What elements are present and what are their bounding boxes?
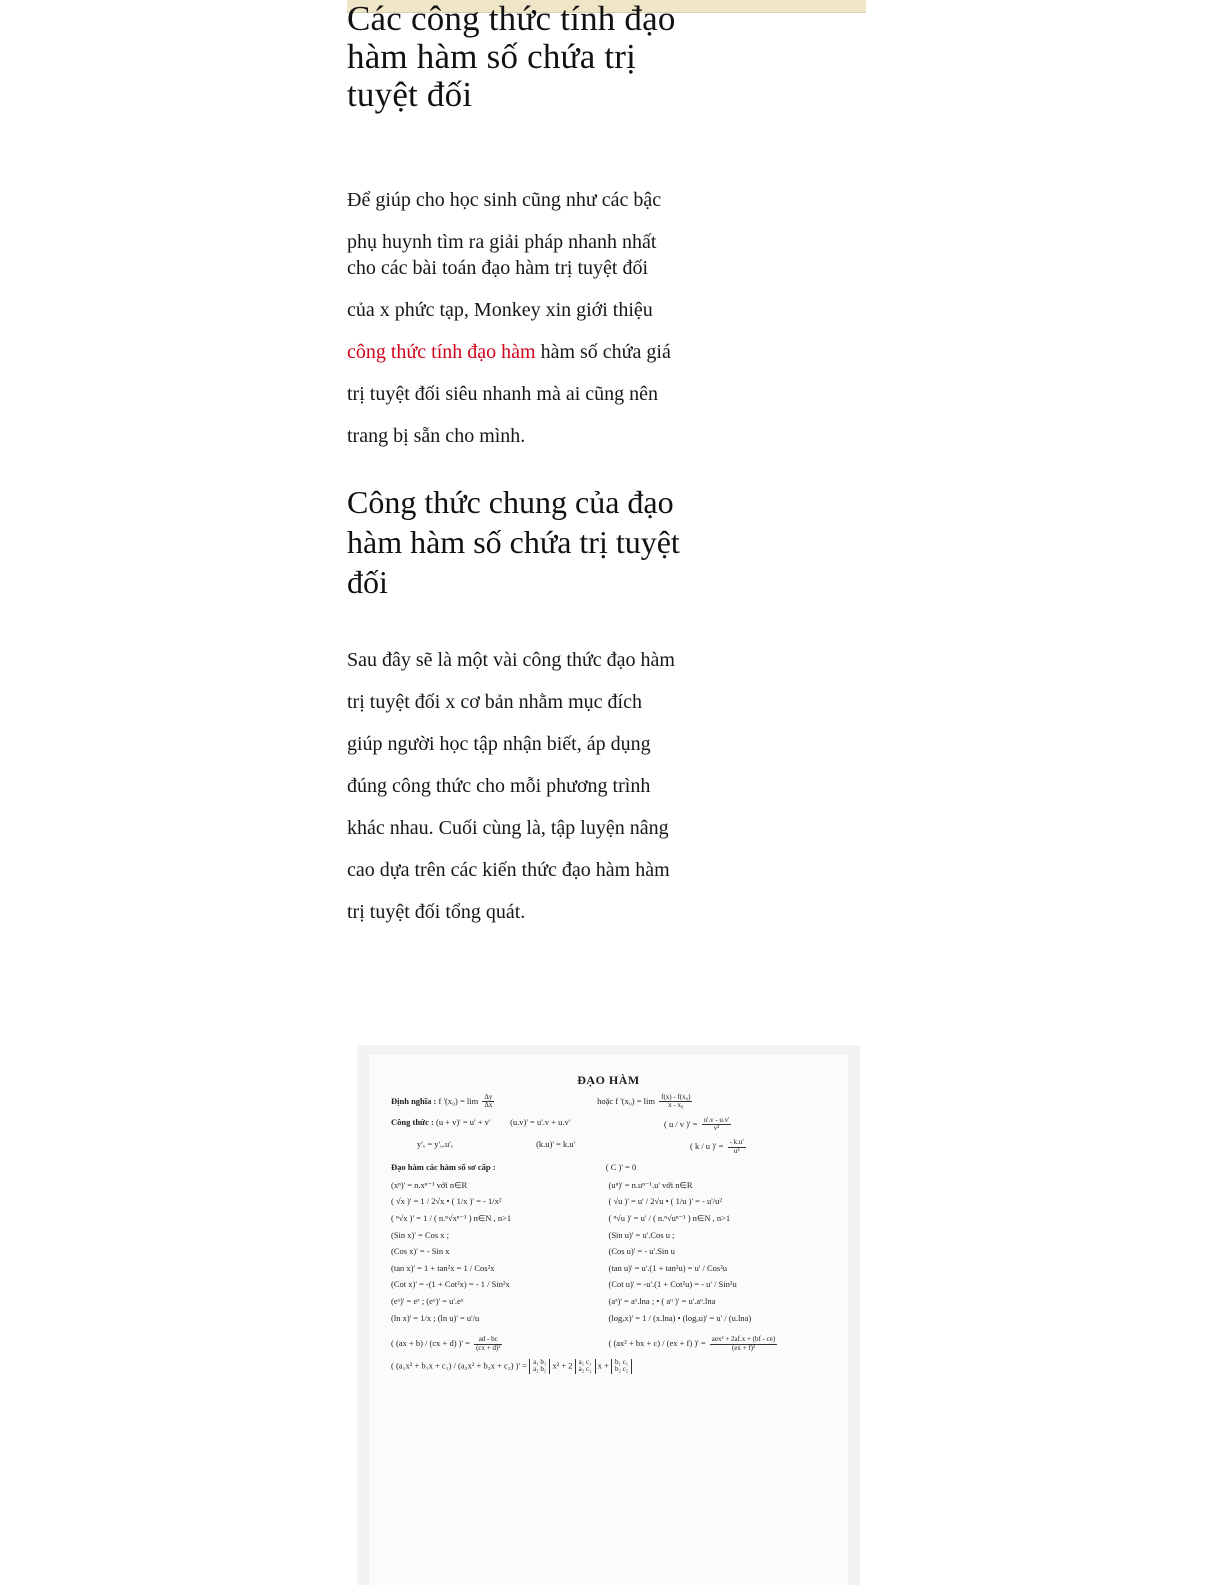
- definition-or: hoặc f '(x₀) = lim: [597, 1095, 656, 1106]
- figure-formula-row-2: [391, 1139, 826, 1155]
- formula-k-over-u-num: - k.u': [729, 1138, 744, 1147]
- section-body-line-3: giúp người học tập nhận biết, áp dụng: [347, 733, 651, 755]
- rational-right-den: (ex + f)²: [731, 1343, 756, 1352]
- intro-line-6: trị tuyệt đối siêu nhanh mà ai cũng nên: [347, 383, 659, 405]
- determinant-mid-1: x² + 2: [552, 1360, 573, 1371]
- rule-right-5: (Cos u)' = - u'.Sin u: [608, 1246, 675, 1257]
- section-title-line-1: Công thức chung của đạo: [347, 484, 674, 520]
- formula-3: y'ₓ = y'ᵤ.u'ₓ: [417, 1139, 454, 1150]
- intro-line-4: của x phức tạp, Monkey xin giới thiệu: [347, 299, 653, 321]
- page-title-line-3: tuyệt đối: [347, 75, 473, 114]
- determinant-matrix-2-row-2: a₂ c₂: [578, 1365, 592, 1374]
- rule-left-9: (ln x)' = 1/x ; (ln u)' = u'/u: [391, 1312, 480, 1323]
- figure-rational-row: [391, 1336, 826, 1352]
- formula-quotient-num: u'.v - u.v': [703, 1115, 730, 1124]
- formula-quotient-fraction: [702, 1117, 732, 1133]
- determinant-matrix-1: [529, 1359, 550, 1374]
- definition-b-num: f(x) - f(x₀): [661, 1093, 691, 1101]
- rational-left-num: ad - bc: [474, 1336, 502, 1344]
- section-body-line-7: trị tuyệt đối tổng quát.: [347, 901, 526, 923]
- figure-formula-row-1: [391, 1117, 826, 1133]
- section-body: [347, 650, 867, 922]
- rule-right-3: ( ⁿ√u )' = u' / ( n.ⁿ√uⁿ⁻¹ ) n∈N , n>1: [608, 1212, 731, 1223]
- page-title-line-1: Các công thức tính đạo: [347, 0, 676, 38]
- section-body-line-1: Sau đây sẽ là một vài công thức đạo hàm: [347, 649, 675, 671]
- formula-quotient-den: v²: [713, 1124, 720, 1133]
- rule-right-7: (Cot u)' = -u'.(1 + Cot²u) = - u' / Sin²u: [608, 1279, 737, 1290]
- figure-definition-row: [391, 1094, 826, 1110]
- rational-left-den: (cx + d)²: [476, 1343, 501, 1352]
- determinant-matrix-1-row-2: a₂ b₂: [533, 1365, 547, 1374]
- rational-left: [391, 1336, 609, 1352]
- figure-body: [369, 1088, 848, 1374]
- formula-4: (k.u)' = k.u': [536, 1139, 576, 1150]
- definition-b-den: x - x₀: [668, 1101, 684, 1110]
- formula-k-over-u-den: u²: [733, 1146, 740, 1155]
- determinant-matrix-3-row-1: b₁ c₁: [614, 1358, 629, 1366]
- intro-paragraph: [347, 190, 867, 446]
- formula-k-over-u-fraction: [728, 1139, 746, 1155]
- rational-left-lead: ( (ax + b) / (cx + d) )' =: [391, 1338, 470, 1349]
- rule-left-5: (Cos x)' = - Sin x: [391, 1246, 450, 1257]
- formula-label: Công thức :: [391, 1116, 434, 1127]
- determinant-matrix-1-row-1: a₁ b₁: [533, 1358, 547, 1366]
- elementary-label: Đạo hàm các hàm số sơ cấp :: [391, 1162, 496, 1173]
- definition-a-num: Δy: [484, 1093, 493, 1101]
- rational-right-lead: ( (ax² + bx + c) / (ex + f) )' =: [608, 1338, 706, 1349]
- figure-sheet: [369, 1055, 848, 1585]
- determinant-matrix-3-row-2: b₂ c₂: [614, 1365, 629, 1374]
- figure-determinant-row: [391, 1359, 826, 1374]
- rule-left-4: (Sin x)' = Cos x ;: [391, 1229, 450, 1240]
- rule-right-4: (Sin u)' = u'.Cos u ;: [608, 1229, 675, 1240]
- rule-left-7: (Cot x)' = -(1 + Cot²x) = - 1 / Sin²x: [391, 1279, 510, 1290]
- page-title: [347, 0, 867, 114]
- intro-line-1: Để giúp cho học sinh cũng như các bậc: [347, 189, 662, 211]
- figure-title: ĐẠO HÀM: [577, 1073, 640, 1087]
- rule-left-6: (tan x)' = 1 + tan²x = 1 / Cos²x: [391, 1262, 495, 1273]
- page-title-line-2: hàm hàm số chứa trị: [347, 37, 637, 76]
- section-title-line-2: hàm hàm số chứa trị tuyệt: [347, 524, 680, 560]
- section-title: [347, 482, 867, 602]
- figure-elementary-header: [391, 1162, 826, 1173]
- figure-rules-right: [609, 1180, 827, 1330]
- definition-b-fraction: [659, 1094, 692, 1110]
- rational-left-fraction: [474, 1336, 502, 1352]
- section-title-line-3: đối: [347, 564, 388, 600]
- intro-line-5-tail: hàm số chứa giá: [535, 341, 671, 363]
- figure-derivative-formula-sheet: [357, 1045, 860, 1585]
- section-body-line-4: đúng công thức cho mỗi phương trình: [347, 775, 651, 797]
- rational-right-fraction: [710, 1336, 777, 1352]
- intro-line-5: [347, 342, 867, 362]
- figure-rules-columns: [391, 1180, 826, 1330]
- rule-right-9: (logₐx)' = 1 / (x.lna) • (logₐu)' = u' / (u.lna): [608, 1312, 752, 1323]
- intro-line-3: cho các bài toán đạo hàm trị tuyệt đối: [347, 257, 649, 279]
- intro-line-7: trang bị sẵn cho mình.: [347, 425, 526, 447]
- definition-label: Định nghĩa :: [391, 1095, 437, 1106]
- determinant-matrix-2-row-1: a₁ c₁: [578, 1358, 592, 1366]
- rule-left-1: (xⁿ)' = n.xⁿ⁻¹ với n∈R: [391, 1179, 468, 1190]
- intro-line-2: phụ huynh tìm ra giải pháp nhanh nhất: [347, 231, 657, 253]
- determinant-matrix-3: [611, 1359, 632, 1374]
- determinant-mid-2: x +: [597, 1360, 609, 1371]
- section-body-line-2: trị tuyệt đối x cơ bản nhằm mục đích: [347, 691, 642, 713]
- section-body-line-6: cao dựa trên các kiến thức đạo hàm hàm: [347, 859, 670, 881]
- determinant-lead: ( (a₁x² + b₁x + c₁) / (a₂x² + b₂x + c₂) )' =: [391, 1360, 527, 1371]
- definition-part-a: f '(x₀) = lim: [438, 1095, 479, 1106]
- figure-rules-left: [391, 1180, 609, 1330]
- section-body-line-5: khác nhau. Cuối cùng là, tập luyện nâng: [347, 817, 669, 839]
- rule-right-2: ( √u )' = u' / 2√u • ( 1/u )' = - u'/u²: [608, 1196, 722, 1207]
- formula-quotient-lead: ( u / v )' =: [663, 1118, 698, 1129]
- formula-1: (u + v)' = u' + v': [436, 1116, 491, 1127]
- inline-link-dao-ham[interactable]: công thức tính đạo hàm: [347, 341, 536, 363]
- article-content: [347, 0, 867, 944]
- rule-right-6: (tan u)' = u'.(1 + tan²u) = u' / Cos²u: [608, 1262, 728, 1273]
- formula-k-over-u-lead: ( k / u )' =: [689, 1141, 724, 1152]
- rule-left-8: (eˣ)' = eˣ ; (eᵘ)' = u'.eᵘ: [391, 1296, 464, 1307]
- formula-2: (u.v)' = u'.v + u.v': [510, 1116, 571, 1127]
- rule-right-8: (aˣ)' = aˣ.lna ; • ( aᵘ )' = u'.aᵘ.lna: [608, 1296, 716, 1307]
- rational-right-num: aex² + 2af.x + (bf - ce): [711, 1335, 776, 1344]
- definition-a-den: Δx: [484, 1101, 493, 1110]
- definition-a-fraction: [482, 1094, 494, 1110]
- rule-left-2: ( √x )' = 1 / 2√x • ( 1/x )' = - 1/x²: [391, 1196, 502, 1207]
- rule-left-3: ( ⁿ√x )' = 1 / ( n.ⁿ√xⁿ⁻¹ ) n∈N , n>1: [391, 1212, 512, 1223]
- determinant-matrix-2: [575, 1359, 596, 1374]
- rational-right: [609, 1336, 827, 1352]
- rule-right-1: (uⁿ)' = n.uⁿ⁻¹.u' với n∈R: [608, 1179, 693, 1190]
- elementary-note: ( C )' = 0: [605, 1162, 637, 1173]
